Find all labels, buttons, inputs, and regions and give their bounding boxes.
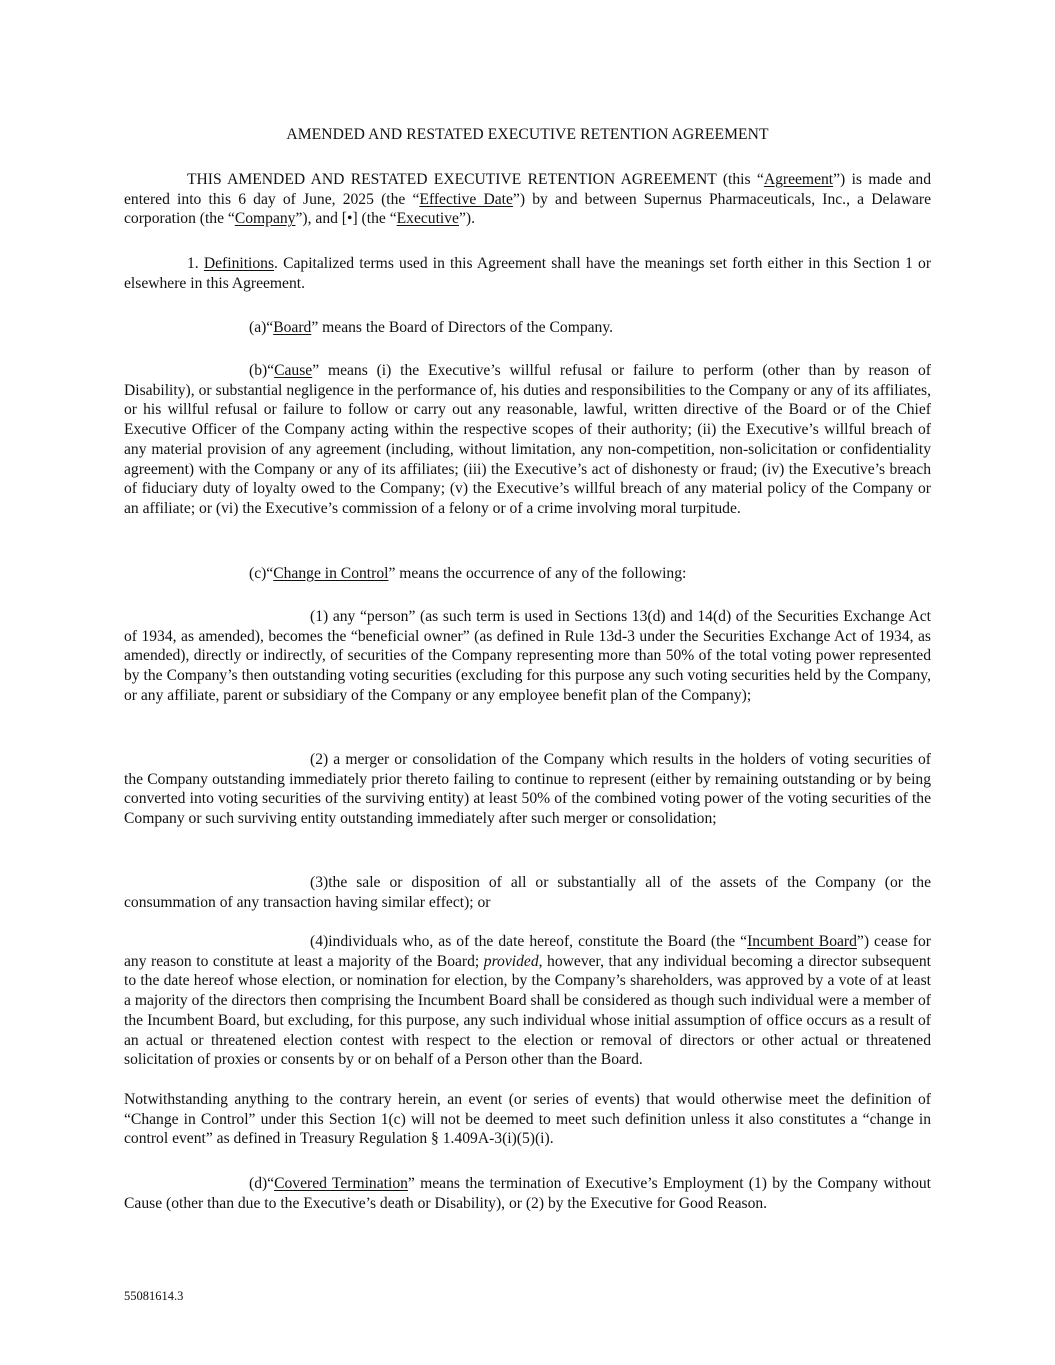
section-number: 1.: [187, 255, 204, 272]
defined-term-covered-termination: Covered Termination: [274, 1175, 408, 1192]
clause-label: (2): [310, 751, 334, 768]
definition-covered-termination: [124, 1174, 931, 1213]
definition-text: ” means (i) the Executive’s willful refusal or failure to perform (other than by reason of Disability), or substantial negligence in the performance of, his duties and responsibilities to the Company or any of its affiliates, or his willful refusal or failure to follow or carry out any reasonable, lawful, written directive of the Board or of the Chief Executive Officer of the Company acting within the respective scopes of their authority; (ii) the Executive’s willful breach of any material provision of any agreement (including, without limitation, any non-competition, non-solicitation or confidentiality agreement) with the Company or any of its affiliates; (iii) the Executive’s act of dishonesty or fraud; (iv) the Executive’s breach of fiduciary duty of loyalty owed to the Company; (v) the Executive’s willful breach of any material policy of the Company or an affiliate; or (vi) the Executive’s commission of a felony or of a crime involving moral turpitude.: [124, 362, 931, 517]
defined-term-agreement: Agreement: [763, 171, 834, 188]
clause-label: (3): [310, 874, 329, 891]
intro-text-1: THIS AMENDED AND RESTATED EXECUTIVE RETENTION AGREEMENT (this “: [187, 171, 764, 188]
clause-label: (4): [310, 933, 329, 950]
definition-label: (c)“: [249, 565, 274, 582]
defined-term-executive: Executive: [396, 210, 459, 228]
section-intro-text: . Capitalized terms used in this Agreement shall have the meanings set forth either in this Section 1 or elsewhere in this Agreement.: [124, 255, 932, 292]
definition-change-in-control: [124, 564, 931, 584]
defined-term-effective-date: Effective Date: [419, 190, 513, 208]
defined-term-incumbent-board: Incumbent Board: [747, 933, 857, 950]
change-in-control-clause-4: [124, 932, 931, 1070]
section-heading: Definitions: [203, 255, 275, 272]
change-in-control-clause-1: [124, 607, 931, 706]
definition-label: (d)“: [249, 1175, 275, 1192]
clause-text-1: individuals who, as of the date hereof, constitute the Board (the “: [328, 933, 748, 950]
defined-term-board: Board: [273, 319, 312, 336]
clause-text: a merger or consolidation of the Company which results in the holders of voting securities of the Company outstanding immediately prior thereto failing to continue to represent (either by remaining outstanding or by being converted into voting securities of the surviving entity) at least 50% of the combined voting power of the voting securities of the Company or such surviving entity outstanding immediately after such merger or consolidation;: [124, 751, 931, 828]
definition-text: ” means the termination of Executive’s Employment (1) by the Company without Cause (other than due to the Executive’s death or Disability), or (2) by the Executive for Good Reason.: [124, 1175, 932, 1212]
definition-text: ” means the Board of Directors of the Company.: [311, 319, 614, 336]
definition-text: ” means the occurrence of any of the following:: [388, 565, 687, 582]
defined-term-change-in-control: Change in Control: [273, 565, 389, 582]
intro-paragraph: [124, 170, 931, 229]
clause-label: (1): [310, 608, 333, 625]
defined-term-company: Company: [234, 210, 296, 228]
defined-term-cause: Cause: [274, 362, 313, 379]
intro-text-2: ”) is made and entered into this 6 day of June, 2025 (the “: [124, 171, 931, 208]
definition-board: [124, 318, 931, 338]
document-id-footer: 55081614.3: [124, 1289, 184, 1303]
clause-text-2: ”) cease for any reason to constitute at least a majority of the Board;: [124, 933, 931, 970]
intro-text-3: ”) by and between Supernus Pharmaceuticals, Inc., a Delaware corporation (the “: [124, 190, 931, 228]
notwithstanding-paragraph: Notwithstanding anything to the contrary herein, an event (or series of events) that would otherwise meet the definition of “Change in Control” under this Section 1(c) will not be deemed to meet such definition unless it also constitutes a “change in control event” as defined in Treasury Regulation § 1.409A-3(i)(5)(i).: [124, 1091, 931, 1148]
definition-label: (b)“: [249, 362, 275, 379]
intro-text-4: ”), and [•] (the “: [295, 210, 397, 228]
definition-label: (a)“: [249, 319, 274, 336]
italic-provided: provided: [483, 952, 539, 970]
section-1-definitions: [124, 254, 931, 293]
clause-text-3: , however, that any individual becoming a director subsequent to the date hereof whose election, or nomination for election, by the Company’s shareholders, was approved by a vote of at least a majority of the directors then comprising the Incumbent Board shall be considered as though such individual were a member of the Incumbent Board, but excluding, for this purpose, any such individual whose initial assumption of office occurs as a result of an actual or threatened election contest with respect to the election or removal of directors or other actual or threatened solicitation of proxies or consents by or on behalf of a Person other than the Board.: [124, 952, 931, 1069]
change-in-control-clause-2: [124, 750, 931, 829]
intro-text-5: ”).: [458, 210, 475, 228]
clause-text: any “person” (as such term is used in Sections 13(d) and 14(d) of the Securities Exchange Act of 1934, as amended), becomes the “beneficial owner” (as defined in Rule 13d-3 under the Securities Exchange Act of 1934, as amended), directly or indirectly, of securities of the Company representing more than 50% of the total voting power represented by the Company’s then outstanding voting securities (excluding for this purpose any such voting securities held by the Company, or any affiliate, parent or subsidiary of the Company or any employee benefit plan of the Company);: [124, 608, 931, 704]
change-in-control-clause-3: [124, 873, 931, 912]
clause-text: the sale or disposition of all or substantially all of the assets of the Company (or the consummation of any transaction having similar effect); or: [124, 874, 931, 911]
document-title: AMENDED AND RESTATED EXECUTIVE RETENTION AGREEMENT: [286, 126, 769, 143]
definition-cause: [124, 361, 931, 519]
